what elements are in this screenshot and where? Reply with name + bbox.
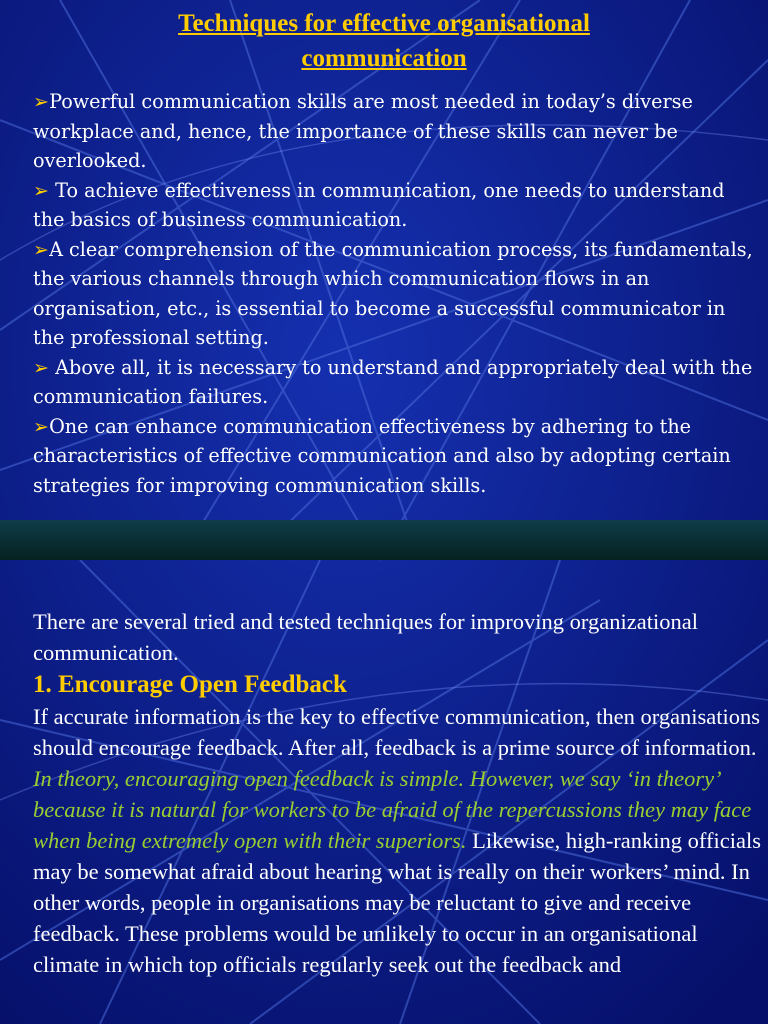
feedback-paragraph: If accurate information is the key to effective communication, then organisations should encourage feedback. After all, feedback is a prime source of information. <box>33 704 761 760</box>
bullet-item <box>33 353 761 412</box>
title-line-1: Techniques for effective organisational <box>178 10 590 37</box>
arrow-bullet-icon: ➢ <box>33 178 50 202</box>
bullet-list <box>33 87 761 500</box>
arrow-bullet-icon: ➢ <box>33 355 50 379</box>
continuation-text: Likewise, high-ranking officials may be somewhat afraid about hearing what is really on their workers’ mind. In other words, people in organisations may be reluctant to give and receive feedback. These problems would be unlikely to occur in an organisational climate in which top officials regularly seek out the feedback and <box>33 828 761 977</box>
slide-footer-band <box>0 520 768 560</box>
bullet-text: To achieve effectiveness in communication, one needs to understand the basics of business communication. <box>33 178 725 231</box>
title-line-2: communication <box>301 45 467 72</box>
bullet-item <box>33 412 761 501</box>
slide-encourage-feedback <box>0 560 768 1024</box>
bullet-text: Powerful communication skills are most needed in today’s diverse workplace and, hence, the importance of these skills can never be overlooked. <box>33 90 693 172</box>
highlighted-text: In theory, encouraging open feedback is simple. However, we say ‘in theory’ because it is natural for workers to be afraid of the repercussions they may face when being extremely open with their superiors. <box>33 766 752 853</box>
bullet-item <box>33 176 761 235</box>
bullet-text: One can enhance communication effectiveness by adhering to the characteristics of effective communication and also by adopting certain strategies for improving communication skills. <box>33 414 731 497</box>
bullet-text: A clear comprehension of the communication process, its fundamentals, the various channels through which communication flows in an organisation, etc., is essential to become a successful communicator in the professional setting. <box>33 237 753 349</box>
slide-title <box>0 6 768 76</box>
arrow-bullet-icon: ➢ <box>33 237 50 261</box>
bullet-item <box>33 87 761 176</box>
slide-body <box>33 606 761 980</box>
arrow-bullet-icon: ➢ <box>33 414 50 438</box>
bullet-text: Above all, it is necessary to understand and appropriately deal with the communication failures. <box>33 355 753 408</box>
section-heading: 1. Encourage Open Feedback <box>33 671 347 698</box>
bullet-item <box>33 235 761 353</box>
intro-paragraph: There are several tried and tested techniques for improving organizational communication. <box>33 609 698 665</box>
arrow-bullet-icon: ➢ <box>33 90 50 113</box>
theory-paragraph <box>33 763 761 980</box>
